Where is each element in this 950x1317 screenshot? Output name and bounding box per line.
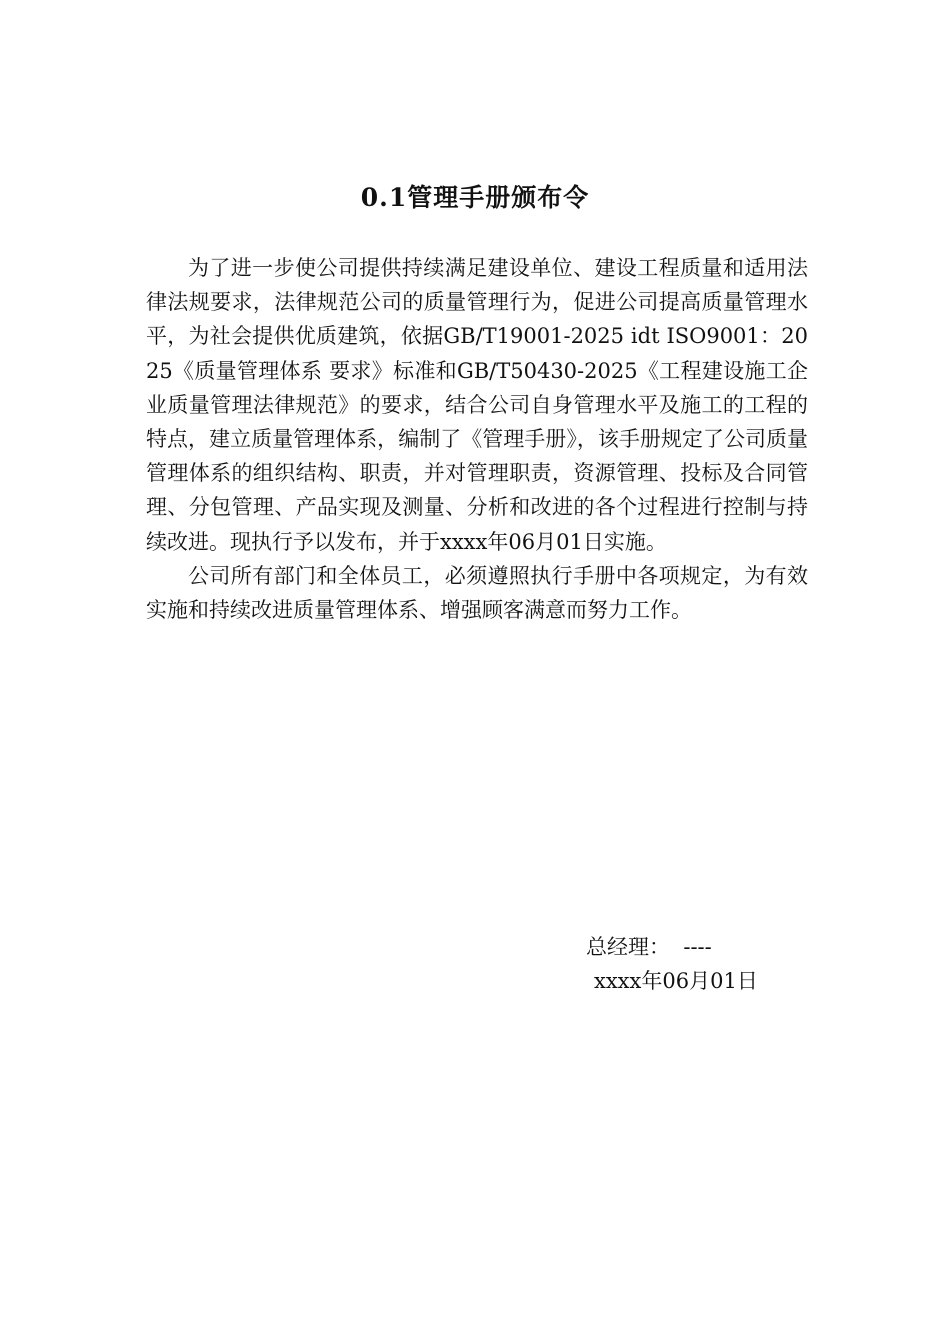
document-body — [146, 251, 808, 627]
signature-date: xxxx年06月01日 — [594, 969, 758, 993]
paragraph-1: 为了进一步使公司提供持续满足建设单位、建设工程质量和适用法律法规要求，法律规范公司的质量管理行为，促进公司提高质量管理水平，为社会提供优质建筑，依据GB/T19001-2025 idt ISO9001：2025《质量管理体系 要求》标准和GB/T50430-2025《工程建设施工企业质量管理法律规范》的要求，结合公司自身管理水平及施工的工程的特点，建立质量管理体系，编制了《管理手册》，该手册规定了公司质量管理体系的组织结构、职责，并对管理职责，资源管理、投标及合同管理、分包管理、产品实现及测量、分析和改进的各个过程进行控制与持续改进。现执行予以发布，并于xxxx年06月01日实施。 — [146, 256, 808, 554]
signature-block — [586, 930, 816, 998]
signature-label: 总经理： ---- — [586, 935, 712, 959]
document-title: 0.1管理手册颁布令 — [360, 183, 590, 212]
paragraph-2: 公司所有部门和全体员工，必须遵照执行手册中各项规定，为有效实施和持续改进质量管理体系、增强顾客满意而努力工作。 — [146, 563, 808, 623]
